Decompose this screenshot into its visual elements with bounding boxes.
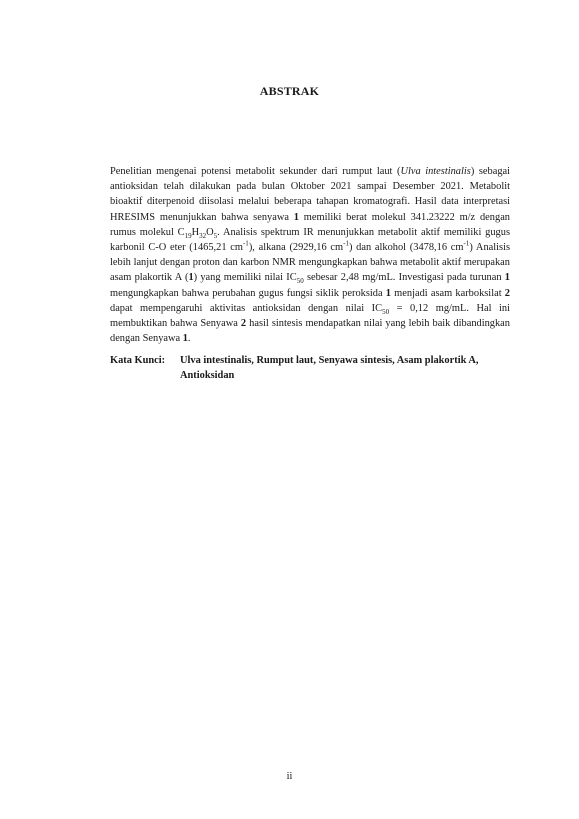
page-number: ii: [286, 771, 293, 782]
compound-ref: 1: [188, 272, 194, 284]
compound-ref: 1: [182, 333, 188, 345]
compound-ref: 1: [504, 272, 510, 284]
species-name: Ulva intestinalis: [400, 166, 471, 177]
abstract-paragraph: Penelitian mengenai potensi metabolit sekunder dari rumput laut (Ulva intestinalis) sebagai antioksidan telah dilakukan pada bulan Oktober 2021 sampai Desember 2021. Metabolit bioaktif diterpenoid diisolasi melalui beberapa tahapan kromatografi. Hasil data interpretasi HRESIMS menunjukkan bahwa senyawa 1 memiliki berat molekul 341.23222 m/z dengan rumus molekul $C_{19}H_{32}O_5$. Analisis spektrum IR menunjukkan metabolit aktif memiliki gugus karbonil C-O eter (1465,21 $cm^{-1}$), alkana (2929,16 $cm^{-1}$) dan alkohol (3478,16 $cm^{-1}$) Analisis lebih lanjut dengan proton dan karbon NMR mengungkapkan bahwa metabolit aktif merupakan asam plakortik A (1) yang memiliki nilai $IC_{50}$ sebesar 2,48 mg/mL. Investigasi pada turunan 1 mengungkapkan bahwa perubahan gugus fungsi siklik peroksida 1 menjadi asam karboksilat 2 dapat mempengaruhi aktivitas antioksidan dengan nilai $IC_{50} = 0,12$ mg/mL. Hal ini membuktikan bahwa Senyawa 2 hasil sintesis mendapatkan nilai yang lebih baik dibandingkan dengan Senyawa 1.: [110, 166, 511, 345]
keywords-label: Kata Kunci:: [110, 355, 166, 366]
compound-ref: 2: [504, 287, 510, 299]
compound-ref: 2: [240, 318, 247, 330]
keywords-list: Ulva intestinalis, Rumput laut, Senyawa sintesis, Asam plakortik A, Antioksidan: [180, 355, 479, 381]
compound-ref: 1: [385, 287, 391, 299]
compound-ref: 1: [293, 211, 299, 223]
keywords-block: [110, 353, 510, 383]
page-title: ABSTRAK: [259, 84, 320, 98]
